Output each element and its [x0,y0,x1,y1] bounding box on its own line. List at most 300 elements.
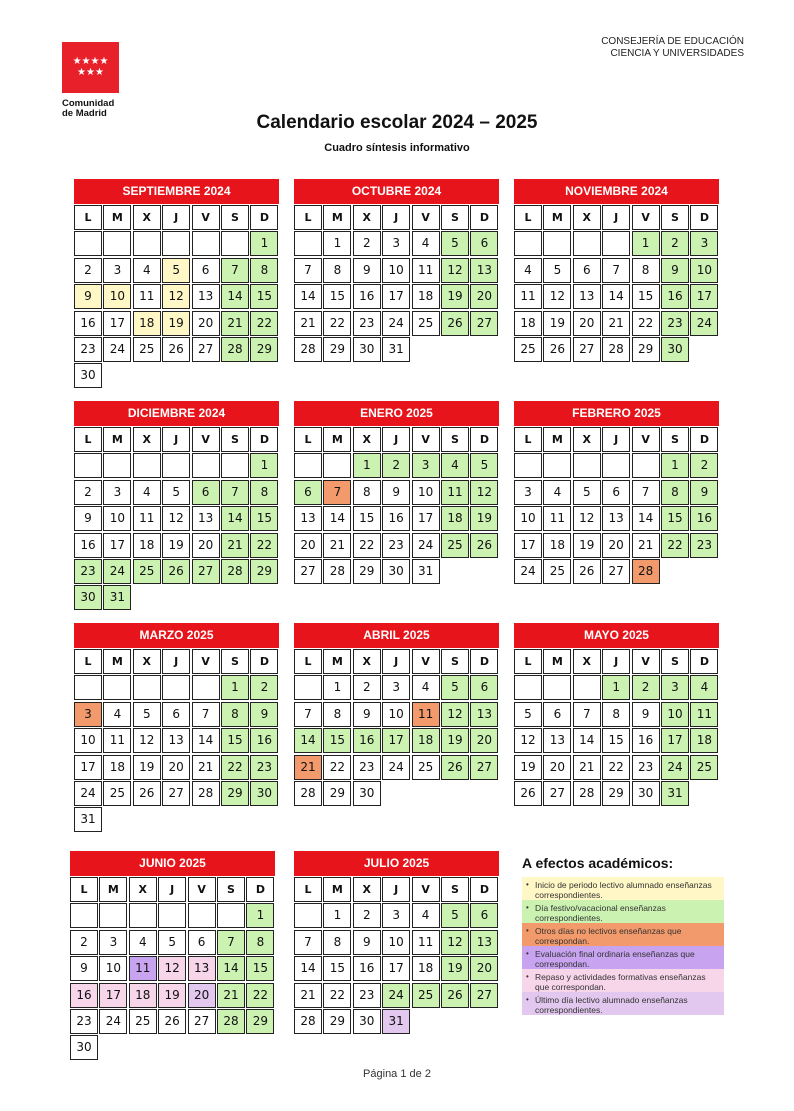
calendar-day: 17 [382,956,410,981]
legend-text: Día festivo/vacacional enseñanzas correspondientes. [535,903,666,923]
calendar-day: 10 [412,480,440,505]
calendar-day: 18 [133,533,161,558]
empty-day [74,453,102,478]
calendar-day: 1 [246,903,274,928]
calendar-day: 1 [323,231,351,256]
calendar-day: 21 [573,755,601,780]
calendar-day: 21 [294,311,322,336]
calendar-day: 11 [129,956,157,981]
legend-item-eval [522,946,724,969]
calendar-day: 12 [133,728,161,753]
calendar-day: 25 [412,755,440,780]
empty-day [162,453,190,478]
calendar-day: 6 [188,930,216,955]
calendar-day: 25 [412,311,440,336]
calendar-day: 16 [74,533,102,558]
calendar-day: 29 [323,1009,351,1034]
calendar-day: 21 [632,533,660,558]
legend-text: Evaluación final ordinaria enseñanzas que correspondan. [535,949,695,969]
calendar-day: 19 [133,755,161,780]
bullet-icon: • [526,880,529,889]
calendar-day: 26 [573,559,601,584]
calendar-day: 21 [217,983,245,1008]
calendar-day: 4 [690,675,718,700]
calendar-day: 12 [162,284,190,309]
calendar-day: 18 [133,311,161,336]
calendar-day: 27 [602,559,630,584]
calendar-day: 3 [382,231,410,256]
calendar-day: 9 [353,258,381,283]
calendar-day: 18 [441,506,469,531]
calendar-day: 8 [661,480,689,505]
weekday-header: J [158,877,186,902]
weekday-header: X [573,649,601,674]
calendar-day: 9 [250,702,278,727]
weekday-header: X [573,205,601,230]
calendar-day: 28 [221,337,249,362]
weekday-header: L [514,427,542,452]
weekday-header: L [74,205,102,230]
empty-day [602,231,630,256]
calendar-day: 2 [382,453,410,478]
calendar-day: 13 [294,506,322,531]
calendar-day: 5 [573,480,601,505]
calendar-day: 13 [602,506,630,531]
calendar-day: 5 [470,453,498,478]
weekday-header: V [192,649,220,674]
calendar-day: 8 [246,930,274,955]
empty-day [573,231,601,256]
empty-day [573,453,601,478]
calendar-day: 13 [470,258,498,283]
calendar-day: 30 [70,1035,98,1060]
calendar-day: 15 [661,506,689,531]
calendar-day: 18 [412,284,440,309]
weekday-header: J [382,205,410,230]
empty-day [294,903,322,928]
calendar-day: 11 [133,284,161,309]
calendar-day: 28 [632,559,660,584]
weekday-header: M [323,649,351,674]
calendar-day: 1 [250,453,278,478]
weekday-header: V [632,427,660,452]
legend-text: Repaso y actividades formativas enseñanzas que correspondan. [535,972,706,992]
calendar-day: 30 [74,585,102,610]
calendar-day: 21 [221,311,249,336]
calendar-day: 14 [294,956,322,981]
calendar-day: 22 [323,311,351,336]
calendar-day: 4 [133,258,161,283]
weekday-header: D [470,205,498,230]
empty-day [192,453,220,478]
calendar-day: 24 [103,337,131,362]
calendar-day: 18 [129,983,157,1008]
weekday-header: X [129,877,157,902]
calendar-day: 1 [221,675,249,700]
calendar-day: 7 [323,480,351,505]
calendar-day: 19 [441,284,469,309]
calendar-day: 14 [323,506,351,531]
empty-day [294,453,322,478]
calendar-day: 6 [602,480,630,505]
calendar-day: 8 [323,930,351,955]
weekday-header: D [250,649,278,674]
weekday-header: J [382,649,410,674]
weekday-header: M [103,205,131,230]
calendar-day: 6 [162,702,190,727]
empty-day [573,675,601,700]
calendar-day: 27 [192,337,220,362]
calendar-day: 8 [323,258,351,283]
calendar-day: 30 [353,337,381,362]
calendar-day: 20 [470,956,498,981]
calendar-day: 26 [470,533,498,558]
calendar-day: 14 [294,728,322,753]
calendar-day: 4 [129,930,157,955]
calendar-day: 2 [353,903,381,928]
calendar-day: 15 [221,728,249,753]
calendar-day: 4 [441,453,469,478]
logo-line2: de Madrid [62,108,107,119]
calendar-day: 14 [602,284,630,309]
calendar-day: 28 [294,1009,322,1034]
calendar-day: 11 [133,506,161,531]
calendar-day: 23 [74,559,102,584]
calendar-day: 20 [294,533,322,558]
calendar-day: 13 [192,506,220,531]
bullet-icon: • [526,949,529,958]
calendar-day: 14 [192,728,220,753]
logo-stars-icon: ★★★★ ★★★ [72,56,109,78]
empty-day [103,453,131,478]
calendar-day: 12 [470,480,498,505]
calendar-day: 16 [70,983,98,1008]
weekday-header: J [162,205,190,230]
empty-day [162,231,190,256]
calendar-day: 3 [99,930,127,955]
calendar-day: 20 [188,983,216,1008]
weekday-header: V [412,649,440,674]
weekday-header: S [441,649,469,674]
calendar-day: 19 [543,311,571,336]
calendar-day: 31 [103,585,131,610]
calendar-day: 22 [353,533,381,558]
calendar-day: 6 [192,480,220,505]
calendar-day: 2 [70,930,98,955]
calendar-day: 3 [103,480,131,505]
calendar-day: 9 [353,702,381,727]
calendar-day: 27 [470,755,498,780]
calendar-day: 31 [382,337,410,362]
weekday-header: D [690,205,718,230]
weekday-header: M [103,649,131,674]
calendar-day: 29 [602,781,630,806]
calendar-day: 16 [74,311,102,336]
calendar-day: 11 [543,506,571,531]
calendar-day: 17 [690,284,718,309]
calendar-day: 24 [382,983,410,1008]
calendar-day: 17 [382,728,410,753]
calendar-day: 19 [441,728,469,753]
calendar-day: 25 [412,983,440,1008]
calendar-day: 28 [221,559,249,584]
calendar-day: 7 [573,702,601,727]
calendar-day: 4 [514,258,542,283]
weekday-header: X [353,427,381,452]
weekday-header: X [133,427,161,452]
calendar-day: 13 [543,728,571,753]
calendar-day: 16 [353,728,381,753]
calendar-day: 8 [323,702,351,727]
calendar-day: 16 [690,506,718,531]
calendar-day: 9 [74,284,102,309]
calendar-day: 13 [162,728,190,753]
calendar-day: 10 [103,284,131,309]
calendar-day: 29 [221,781,249,806]
calendar-day: 30 [353,781,381,806]
empty-day [543,453,571,478]
calendar-day: 25 [690,755,718,780]
weekday-header: D [470,877,498,902]
empty-day [602,453,630,478]
calendar-day: 10 [382,930,410,955]
calendar-day: 12 [158,956,186,981]
calendar-day: 20 [602,533,630,558]
logo-flag [62,42,119,93]
calendar-day: 24 [103,559,131,584]
weekday-header: J [602,649,630,674]
calendar-day: 5 [441,903,469,928]
calendar-day: 7 [294,702,322,727]
calendar-day: 13 [470,930,498,955]
calendar-day: 21 [294,755,322,780]
calendar-day: 14 [632,506,660,531]
weekday-header: D [470,427,498,452]
calendar-day: 20 [543,755,571,780]
calendar-day: 10 [74,728,102,753]
empty-day [133,231,161,256]
calendar-day: 3 [382,675,410,700]
weekday-header: L [74,427,102,452]
calendar-day: 23 [353,311,381,336]
weekday-header: S [661,205,689,230]
calendar-day: 1 [632,231,660,256]
calendar-day: 22 [632,311,660,336]
calendar-day: 27 [188,1009,216,1034]
calendar-day: 26 [158,1009,186,1034]
weekday-header: V [632,205,660,230]
weekday-header: M [543,205,571,230]
calendar-day: 13 [573,284,601,309]
weekday-header: L [514,205,542,230]
calendar-day: 27 [543,781,571,806]
calendar-day: 5 [543,258,571,283]
weekday-header: X [353,877,381,902]
weekday-header: L [294,205,322,230]
calendar-day: 10 [514,506,542,531]
month-header: FEBRERO 2025 [514,401,719,426]
calendar-day: 30 [250,781,278,806]
calendar-day: 15 [353,506,381,531]
empty-day [192,675,220,700]
calendar-day: 8 [353,480,381,505]
calendar-day: 3 [661,675,689,700]
calendar-day: 21 [602,311,630,336]
calendar-day: 17 [103,533,131,558]
calendar-day: 25 [133,337,161,362]
weekday-header: L [514,649,542,674]
legend-text: Último día lectivo alumnado enseñanzas correspondientes. [535,995,688,1015]
calendar-day: 14 [294,284,322,309]
calendar-day: 22 [221,755,249,780]
calendar-day: 12 [514,728,542,753]
calendar-day: 22 [246,983,274,1008]
calendar-day: 18 [103,755,131,780]
weekday-header: J [162,649,190,674]
calendar-day: 20 [192,311,220,336]
month-header: MARZO 2025 [74,623,279,648]
calendar-day: 11 [412,258,440,283]
calendar-day: 10 [382,258,410,283]
calendar-day: 27 [294,559,322,584]
calendar-day: 3 [382,903,410,928]
calendar-day: 7 [192,702,220,727]
calendar-day: 22 [661,533,689,558]
calendar-day: 21 [294,983,322,1008]
legend-title: A efectos académicos: [522,855,674,871]
calendar-day: 11 [103,728,131,753]
calendar-day: 28 [323,559,351,584]
calendar-day: 24 [690,311,718,336]
calendar-day: 17 [412,506,440,531]
weekday-header: S [441,877,469,902]
calendar-day: 26 [441,983,469,1008]
calendar-day: 12 [441,702,469,727]
calendar-day: 21 [221,533,249,558]
calendar-day: 25 [133,559,161,584]
empty-day [188,903,216,928]
calendar-day: 23 [74,337,102,362]
weekday-header: S [221,205,249,230]
calendar-day: 26 [133,781,161,806]
calendar-day: 1 [250,231,278,256]
calendar-day: 25 [543,559,571,584]
calendar-day: 7 [217,930,245,955]
calendar-day: 11 [412,702,440,727]
calendar-day: 14 [573,728,601,753]
month-header: NOVIEMBRE 2024 [514,179,719,204]
calendar-day: 1 [602,675,630,700]
calendar-day: 16 [661,284,689,309]
calendar-day: 4 [412,903,440,928]
calendar-day: 6 [543,702,571,727]
calendar-day: 23 [690,533,718,558]
calendar-day: 9 [353,930,381,955]
legend-item-otros [522,923,724,946]
calendar-day: 17 [382,284,410,309]
empty-day [294,231,322,256]
calendar-day: 5 [133,702,161,727]
calendar-day: 1 [353,453,381,478]
empty-day [632,453,660,478]
calendar-day: 14 [221,284,249,309]
weekday-header: L [74,649,102,674]
calendar-day: 30 [382,559,410,584]
page-footer: Página 1 de 2 [363,1068,431,1080]
calendar-day: 3 [690,231,718,256]
empty-day [323,453,351,478]
calendar-day: 16 [632,728,660,753]
calendar-day: 29 [323,337,351,362]
weekday-header: L [294,649,322,674]
calendar-day: 12 [573,506,601,531]
calendar-day: 4 [103,702,131,727]
calendar-day: 18 [690,728,718,753]
empty-day [514,675,542,700]
calendar-day: 2 [74,480,102,505]
calendar-day: 9 [74,506,102,531]
calendar-day: 18 [543,533,571,558]
calendar-day: 12 [441,930,469,955]
calendar-day: 5 [162,258,190,283]
weekday-header: L [294,427,322,452]
calendar-day: 29 [250,337,278,362]
calendar-day: 30 [353,1009,381,1034]
weekday-header: J [602,205,630,230]
calendar-day: 22 [250,311,278,336]
calendar-day: 4 [412,231,440,256]
calendar-day: 11 [514,284,542,309]
calendar-day: 26 [162,559,190,584]
weekday-header: S [221,427,249,452]
weekday-header: X [353,205,381,230]
calendar-day: 26 [441,755,469,780]
weekday-header: S [221,649,249,674]
calendar-day: 13 [470,702,498,727]
calendar-day: 24 [74,781,102,806]
weekday-header: V [412,877,440,902]
calendar-day: 14 [217,956,245,981]
calendar-day: 19 [470,506,498,531]
calendar-day: 2 [353,231,381,256]
weekday-header: V [192,427,220,452]
weekday-header: D [250,427,278,452]
calendar-day: 12 [441,258,469,283]
calendar-day: 20 [192,533,220,558]
calendar-day: 19 [573,533,601,558]
calendar-day: 23 [382,533,410,558]
calendar-day: 15 [323,956,351,981]
calendar-day: 8 [250,258,278,283]
calendar-day: 3 [103,258,131,283]
calendar-day: 17 [74,755,102,780]
calendar-day: 24 [382,755,410,780]
calendar-day: 12 [543,284,571,309]
weekday-header: V [412,205,440,230]
empty-day [514,453,542,478]
weekday-header: L [294,877,322,902]
calendar-day: 20 [470,284,498,309]
calendar-day: 24 [412,533,440,558]
weekday-header: D [470,649,498,674]
calendar-day: 17 [514,533,542,558]
empty-day [103,675,131,700]
calendar-day: 19 [162,311,190,336]
calendar-day: 8 [602,702,630,727]
weekday-header: M [543,649,571,674]
calendar-day: 15 [323,728,351,753]
calendar-day: 22 [250,533,278,558]
